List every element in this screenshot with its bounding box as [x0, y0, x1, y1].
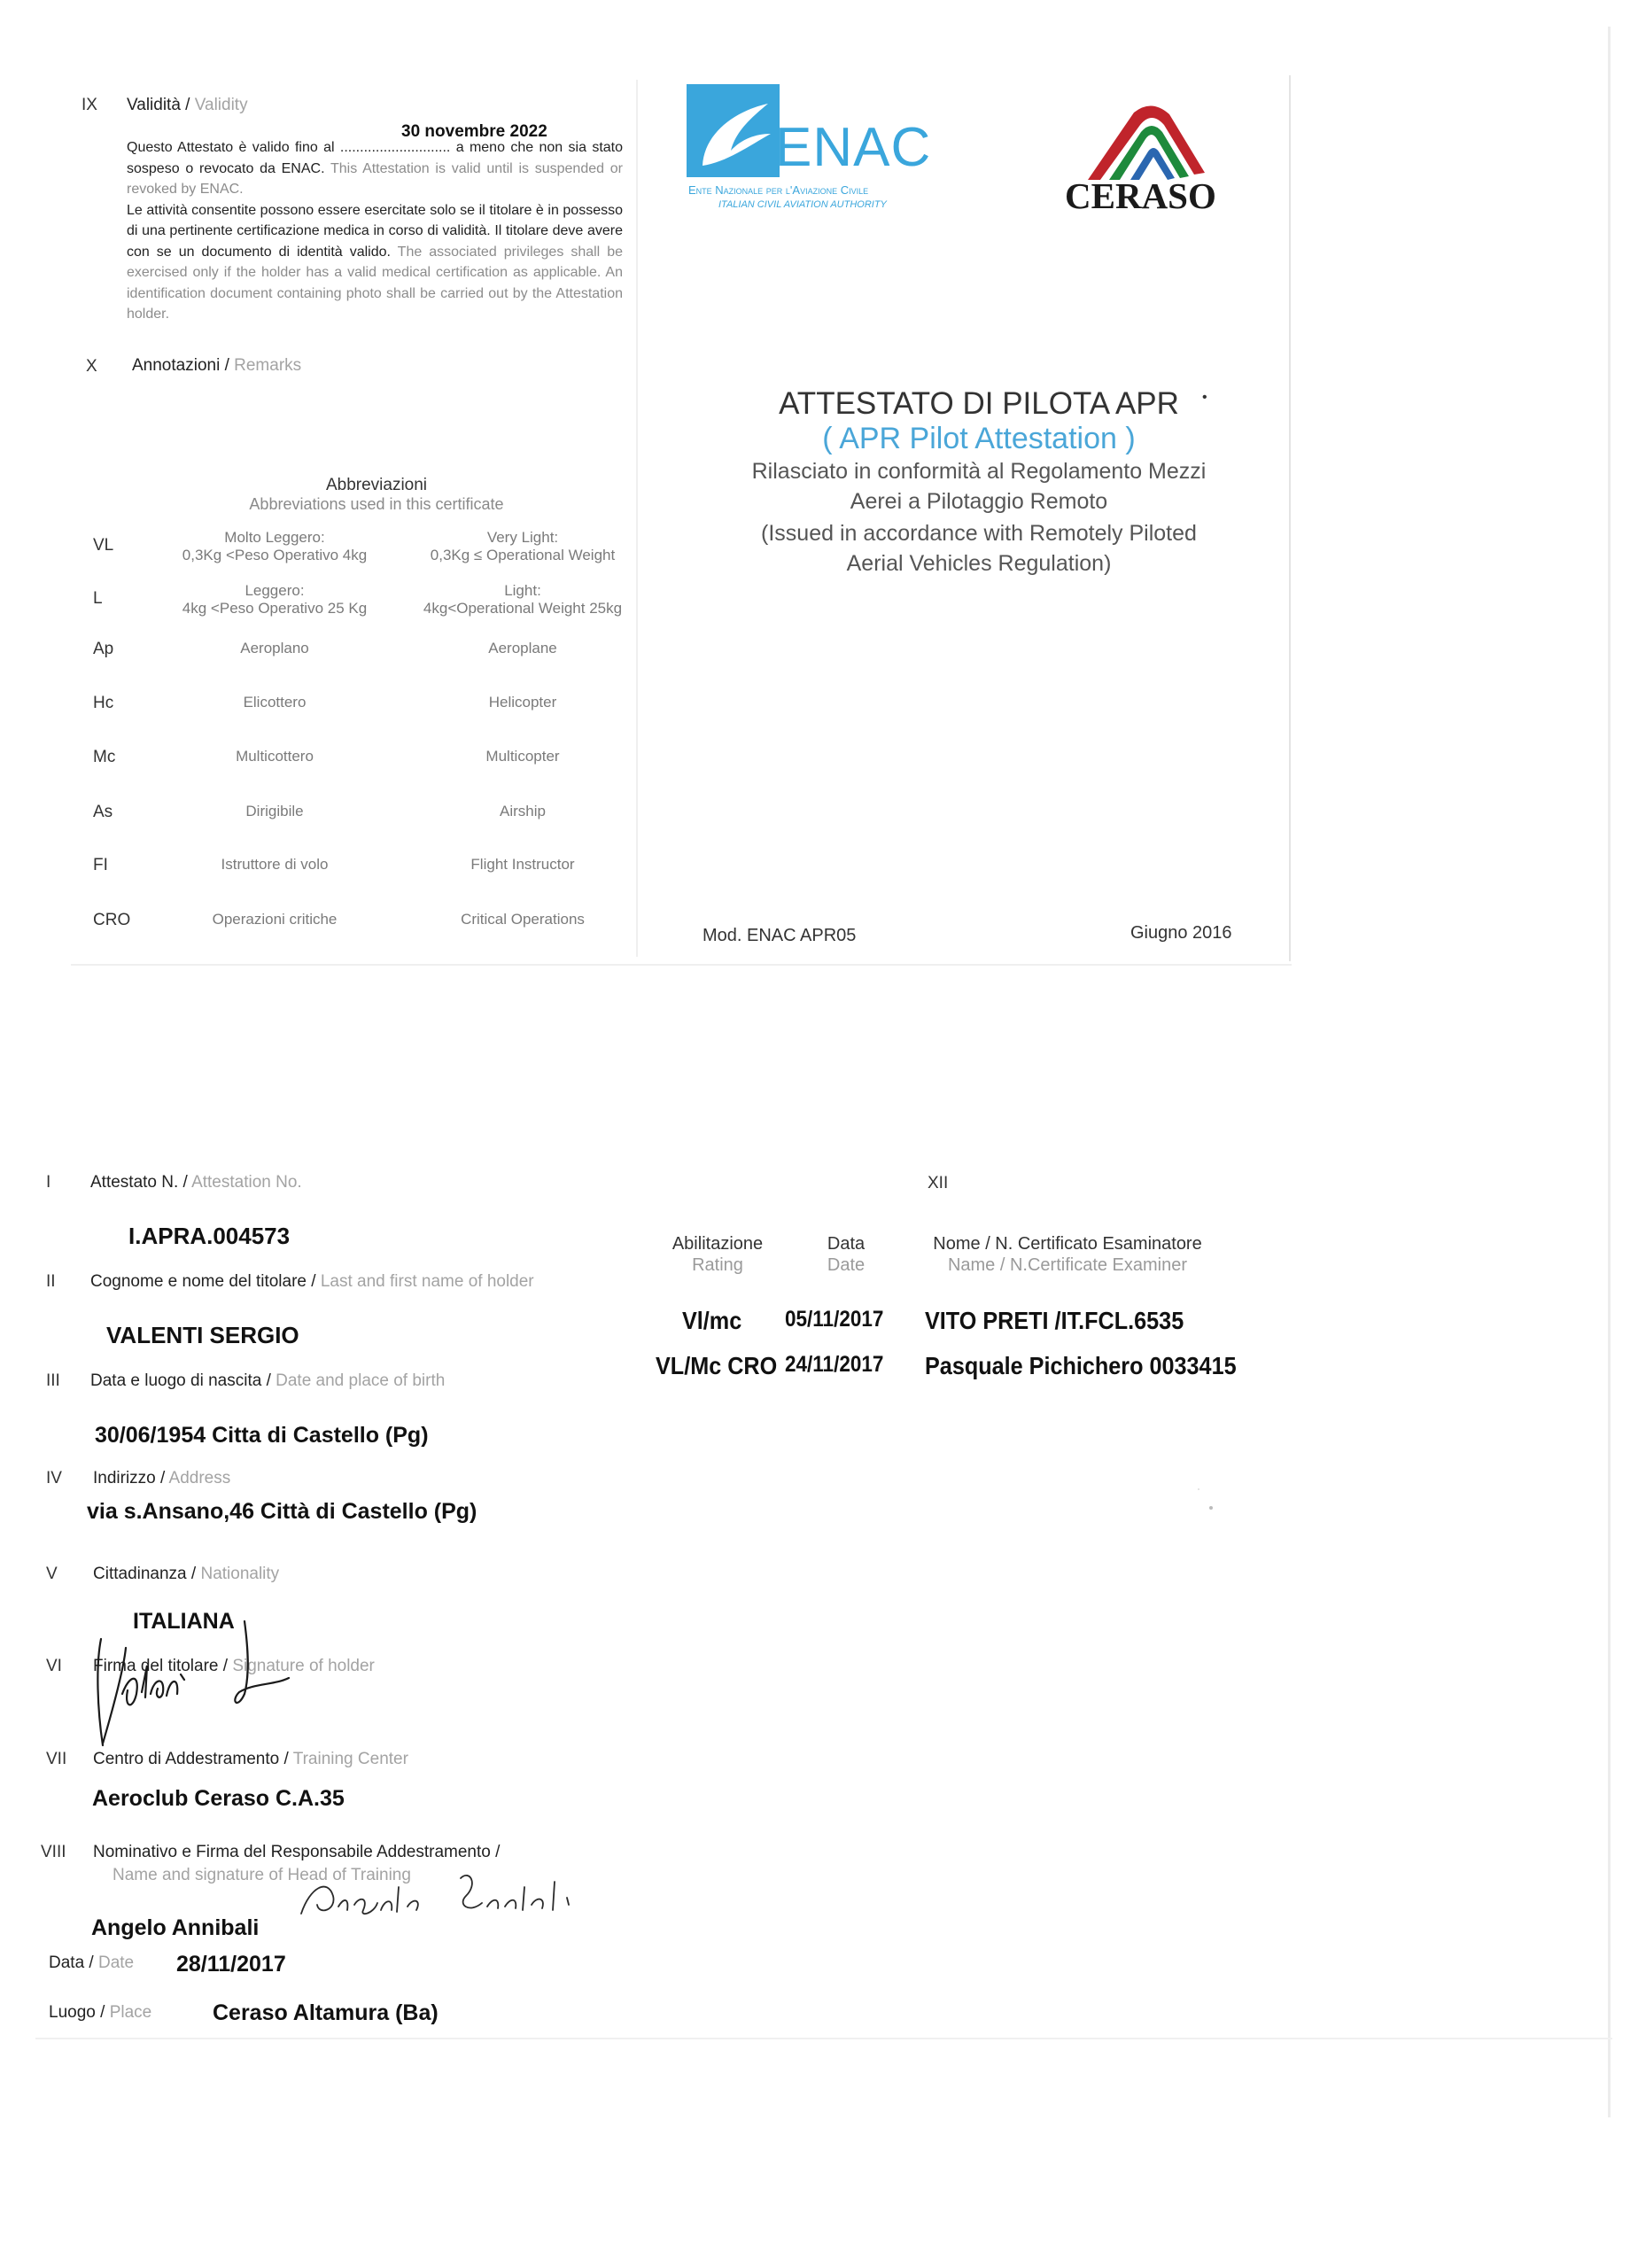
abbreviation-code: As — [93, 803, 113, 821]
attestation-number-number: I — [46, 1173, 51, 1192]
training-center-label-it: Centro di Addestramento / — [93, 1750, 289, 1768]
issue-date-label-en: Date — [97, 1953, 135, 1972]
title-asterisk: • — [1202, 390, 1207, 405]
abbreviation-it — [159, 911, 390, 928]
remarks-label-it: Annotazioni / — [132, 356, 229, 375]
abbreviation-en — [394, 911, 651, 928]
issue-place-label-en: Place — [109, 2003, 152, 2022]
abbreviation-en — [394, 694, 651, 711]
nationality-value: ITALIANA — [133, 1609, 235, 1634]
enac-logo-text: ENAC — [775, 117, 932, 178]
abbreviation-it-line2: 0,3Kg <Peso Operativo 4kg — [182, 547, 368, 563]
issue-date-label-it: Data / — [49, 1953, 94, 1972]
abbreviation-en — [394, 582, 651, 617]
training-center-value: Aeroclub Ceraso C.A.35 — [92, 1786, 345, 1811]
abbreviation-en — [394, 640, 651, 657]
validity-label-en: Validity — [194, 96, 248, 114]
birth-date-place-label-en: Date and place of birth — [276, 1371, 446, 1390]
abbreviation-row — [80, 640, 647, 684]
rating-date: 24/11/2017 — [785, 1352, 884, 1377]
subtitle-it-2: Aerei a Pilotaggio Remoto — [850, 489, 1108, 514]
validity-text-it-1: che non sia stato sospeso o revocato da ENAC. — [127, 140, 624, 176]
abbreviation-it — [159, 803, 390, 820]
date-column-header — [806, 1233, 886, 1276]
abbreviation-en-line1: Light: — [504, 582, 541, 599]
validity-paragraph — [127, 137, 623, 325]
abbreviation-it — [159, 529, 390, 564]
issue-place-value: Ceraso Altamura (Ba) — [213, 2000, 439, 2025]
attestation-number-value: I.APRA.004573 — [128, 1223, 291, 1249]
validity-line1-start: Questo Attestato è valido fino al — [127, 140, 340, 155]
abbreviation-en — [394, 529, 651, 564]
date-column-en: Date — [827, 1255, 866, 1275]
holder-signature-label-en: Signature of holder — [232, 1657, 375, 1675]
enac-subtitle-it: Ente Nazionale per l'Aviazione Civile — [688, 183, 869, 197]
address-label-en: Address — [168, 1469, 231, 1487]
abbreviation-en-line2: 0,3Kg ≤ Operational Weight — [430, 547, 616, 563]
abbreviation-row — [80, 694, 647, 738]
abbreviation-it-line2: Operazioni critiche — [212, 911, 338, 928]
rating-value: Vl/mc — [682, 1307, 742, 1334]
validity-text-en-1: This Attestation is valid until is suspended or revoked by ENAC. — [127, 160, 623, 197]
abbreviation-en-line2: 4kg<Operational Weight 25kg — [423, 600, 623, 617]
issue-date-label — [49, 1953, 134, 1973]
abbreviation-it-line2: Multicottero — [236, 748, 314, 765]
model-code: Mod. ENAC APR05 — [703, 926, 857, 945]
birth-date-place-number: III — [46, 1371, 60, 1390]
validity-dots: ............................ — [339, 140, 451, 155]
nationality-label-en: Nationality — [200, 1565, 280, 1583]
remarks-label-en: Remarks — [234, 356, 302, 375]
nationality-label-it: Cittadinanza / — [93, 1565, 197, 1583]
abbreviation-en-line1: Very Light: — [486, 529, 559, 546]
validity-text-it-2: Le attività consentite possono essere esercitate solo se il titolare è in possesso di una pertinente certificazione medica in corso di validità. Il titolare deve avere con se un documento di identità valido. — [127, 202, 623, 260]
birth-date-place-value: 30/06/1954 Citta di Castello (Pg) — [95, 1423, 429, 1448]
validity-line1-end: a meno — [450, 140, 505, 155]
holder-name-value: VALENTI SERGIO — [106, 1322, 299, 1348]
head-of-training-number: VIII — [41, 1843, 66, 1861]
abbreviation-en-line2: Critical Operations — [461, 911, 585, 928]
abbreviation-it — [159, 694, 390, 711]
holder-name-label-it: Cognome e nome del titolare / — [90, 1272, 316, 1291]
ceraso-logo-text: CERASO — [1065, 175, 1216, 216]
abbreviations-title: Abbreviazioni — [325, 476, 428, 494]
holder-name-label-en: Last and first name of holder — [320, 1272, 534, 1291]
scan-speck — [1198, 1488, 1199, 1490]
abbreviation-en-line2: Multicopter — [485, 748, 560, 765]
abbreviation-en — [394, 856, 651, 874]
issue-place-label-it: Luogo / — [49, 2003, 105, 2022]
subtitle-en-1: (Issued in accordance with Remotely Piloted — [761, 521, 1197, 546]
enac-subtitle-en: ITALIAN CIVIL AVIATION AUTHORITY — [718, 199, 887, 210]
subtitle-it-1: Rilasciato in conformità al Regolamento Mezzi — [751, 459, 1207, 484]
attestation-title-en: ( APR Pilot Attestation ) — [822, 422, 1136, 455]
head-of-training-value: Angelo Annibali — [91, 1915, 260, 1940]
subtitle-en-2: Aerial Vehicles Regulation) — [846, 551, 1112, 576]
abbreviation-en-line2: Flight Instructor — [470, 856, 575, 873]
abbreviation-it-line1: Leggero: — [245, 582, 305, 599]
validity-number: IX — [82, 96, 97, 114]
abbreviation-en-line2: Aeroplane — [488, 640, 557, 656]
validity-text-en-2: The associated privileges shall be exercised only if the holder has a valid medical certification as applicable. An identification document containing photo shall be carried out by the Attestation holder. — [127, 244, 624, 322]
examiner-value: Pasquale Pichichero 0033415 — [925, 1352, 1237, 1379]
holder-signature-label-it: Firma del titolare / — [93, 1657, 229, 1675]
abbreviation-it-line2: Dirigibile — [245, 803, 304, 819]
abbreviation-en — [394, 803, 651, 820]
validity-label — [127, 96, 248, 115]
scan-speck — [1209, 1506, 1213, 1510]
attestation-number-label-en: Attestation No. — [191, 1173, 302, 1192]
issue-date-value: 28/11/2017 — [176, 1952, 286, 1977]
holder-signature-number: VI — [46, 1657, 62, 1675]
abbreviation-row — [80, 803, 647, 847]
address-label-it: Indirizzo / — [93, 1469, 166, 1487]
abbreviation-code: FI — [93, 856, 108, 874]
attestation-number-label — [90, 1173, 302, 1192]
abbreviation-code: L — [93, 589, 103, 608]
ratings-number: XII — [928, 1174, 949, 1192]
abbreviation-it-line2: Istruttore di volo — [221, 856, 329, 873]
abbreviation-row — [80, 582, 647, 626]
abbreviation-it — [159, 856, 390, 874]
validity-label-it: Validità / — [127, 96, 190, 114]
examiner-value: VITO PRETI /IT.FCL.6535 — [925, 1307, 1184, 1334]
abbreviation-it-line2: 4kg <Peso Operativo 25 Kg — [182, 600, 368, 617]
remarks-label — [132, 356, 301, 376]
abbreviation-it-line2: Aeroplano — [240, 640, 309, 656]
holder-signature — [89, 1612, 301, 1754]
bottom-card-bottom — [35, 2038, 1612, 2039]
rating-column-en: Rating — [692, 1255, 743, 1275]
abbreviation-it-line1: Molto Leggero: — [224, 529, 325, 546]
abbreviation-en — [394, 748, 651, 765]
birth-date-place-label — [90, 1371, 445, 1391]
examiner-column-en: Name / N.Certificate Examiner — [947, 1255, 1188, 1275]
head-of-training-label-it: Nominativo e Firma del Responsabile Addestramento / — [93, 1843, 501, 1861]
abbreviation-row — [80, 911, 647, 955]
attestation-number-label-it: Attestato N. / — [90, 1173, 188, 1192]
head-of-training-signature — [292, 1852, 611, 1931]
nationality-label — [93, 1565, 279, 1584]
address-label — [93, 1469, 230, 1488]
abbreviation-code: VL — [93, 536, 114, 555]
abbreviation-row — [80, 529, 647, 573]
abbreviation-it — [159, 748, 390, 765]
training-center-label-en: Training Center — [292, 1750, 408, 1768]
rating-date: 05/11/2017 — [785, 1307, 884, 1332]
abbreviation-it — [159, 582, 390, 617]
scan-edge-right — [1608, 27, 1611, 2117]
examiner-column-it: Nome / N. Certificato Esaminatore — [933, 1234, 1202, 1254]
remarks-number: X — [86, 357, 97, 376]
nationality-number: V — [46, 1565, 58, 1583]
enac-logo — [687, 84, 952, 217]
top-card-bottom — [71, 964, 1292, 966]
abbreviation-code: Mc — [93, 748, 116, 766]
edition-date: Giugno 2016 — [1130, 923, 1232, 943]
holder-signature-strokes — [89, 1612, 301, 1754]
head-of-training-label-en: Name and signature of Head of Training — [113, 1866, 411, 1884]
abbreviation-row — [80, 856, 647, 900]
validity-date: 30 novembre 2022 — [401, 122, 547, 141]
abbreviations-subtitle: Abbreviations used in this certificate — [249, 495, 504, 513]
abbreviation-en-line2: Helicopter — [488, 694, 557, 711]
top-card-divider — [1289, 75, 1291, 961]
attestation-title: ATTESTATO DI PILOTA APR — [779, 386, 1179, 421]
abbreviation-code: Hc — [93, 694, 114, 712]
abbreviation-it — [159, 640, 390, 657]
abbreviation-code: Ap — [93, 640, 114, 658]
abbreviation-code: CRO — [93, 911, 131, 929]
holder-name-label — [90, 1272, 534, 1292]
rating-column-header — [660, 1233, 775, 1276]
holder-name-number: II — [46, 1272, 56, 1291]
issue-place-label — [49, 2003, 151, 2023]
address-value: via s.Ansano,46 Città di Castello (Pg) — [87, 1499, 477, 1524]
rating-column-it: Abilitazione — [672, 1234, 764, 1254]
training-center-number: VII — [46, 1750, 67, 1768]
ceraso-logo-mark — [1054, 102, 1249, 186]
birth-date-place-label-it: Data e luogo di nascita / — [90, 1371, 271, 1390]
examiner-column-header — [921, 1233, 1214, 1276]
abbreviation-row — [80, 748, 647, 792]
date-column-it: Data — [827, 1234, 866, 1254]
rating-value: VL/Mc CRO — [656, 1352, 778, 1379]
ceraso-logo — [1054, 102, 1249, 221]
abbreviation-it-line2: Elicottero — [243, 694, 307, 711]
abbreviation-en-line2: Airship — [500, 803, 546, 819]
head-of-training-signature-strokes — [292, 1852, 611, 1931]
address-number: IV — [46, 1469, 62, 1487]
